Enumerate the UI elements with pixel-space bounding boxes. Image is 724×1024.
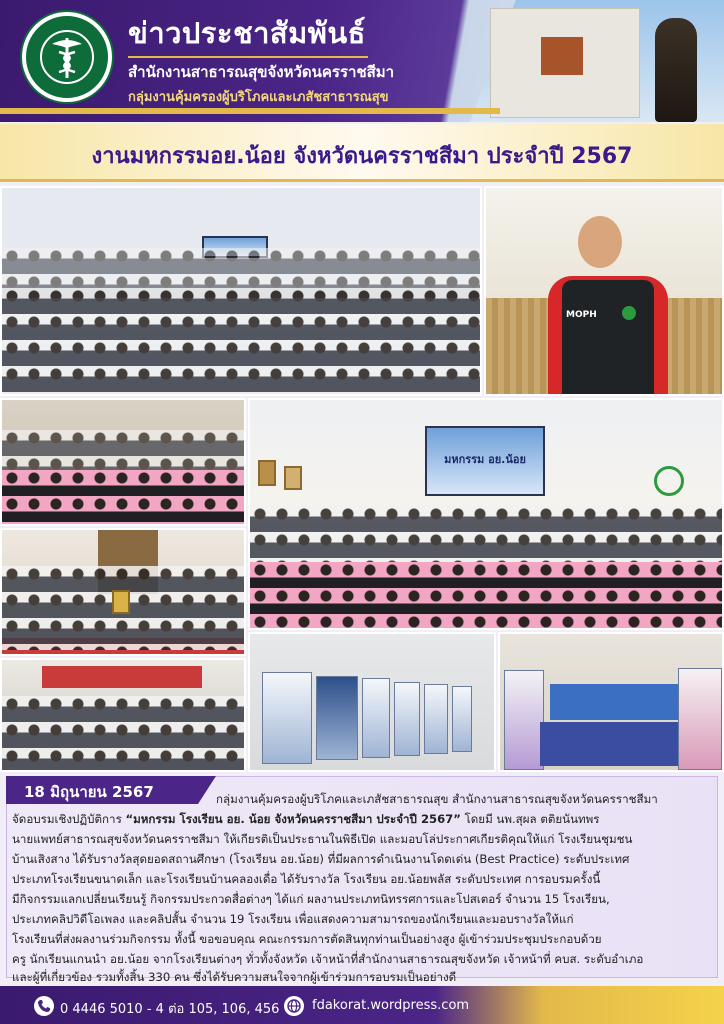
title-banner (0, 124, 724, 182)
footer-phone: 0 4446 5010 - 4 ต่อ 105, 106, 456 (60, 1002, 280, 1017)
photo-plaque-presentation (0, 528, 246, 656)
photo-audience-hall (0, 658, 246, 772)
header-subtitle: สำนักงานสาธารณสุขจังหวัดนครราชสีมา (128, 63, 395, 81)
caduceus-seal-icon (22, 12, 112, 102)
article-line: นายแพทย์สาธารณสุขจังหวัดนครราชสีมา ให้เกียรติเป็นประธานในพิธีเปิด และมอบโล่ประกาศเกียรติคุณให้แก่ โรงเรียนชุมชน (12, 832, 633, 846)
students-front-row (250, 562, 722, 630)
banner-title: งานมหกรรมอย.น้อย จังหวัดนครราชสีมา ประจำปี 2567 (91, 144, 633, 169)
vest-label: MOPH (566, 310, 597, 320)
article-line: โรงเรียนที่ส่งผลงานร่วมกิจกรรม ทั้งนี้ ขอขอบคุณ คณะกรรมการตัดสินทุกท่านเป็นอย่างสูง ผู้เข้าร่วมประชุมประกอบด้วย (12, 932, 602, 946)
header-department: กลุ่มงานคุ้มครองผู้บริโภคและเภสัชสาธารณสุข (128, 90, 389, 105)
article-line: กลุ่มงานคุ้มครองผู้บริโภคและเภสัชสาธารณสุข สำนักงานสาธารณสุขจังหวัดนครราชสีมา (216, 792, 658, 806)
participant-crowd (2, 288, 480, 396)
photo-hall-group (248, 398, 724, 630)
photo-presiding-official (484, 186, 724, 396)
official-black-vest (562, 280, 654, 396)
article-line: ครู นักเรียนแกนนำ อย.น้อย จากโรงเรียนต่างๆ ทั่วทั้งจังหวัด เจ้าหน้าที่สำนักงานสาธารณสุขจังหวัด เจ้าหน้าที่ คบส. ระดับอำเภอ (12, 952, 644, 966)
photo-award-group (0, 398, 246, 526)
official-face (578, 216, 622, 268)
exhibit-board (316, 676, 358, 760)
phone-icon (34, 996, 54, 1016)
exhibit-board (452, 686, 472, 752)
booth-banner (504, 670, 544, 770)
hall-projection-screen (425, 426, 545, 496)
header-divider (128, 56, 368, 58)
exhibit-board (362, 678, 390, 758)
exhibit-board (262, 672, 312, 764)
photo-group-participants (0, 186, 482, 396)
article-line: ประเภทคลิปวิดีโอเพลง และคลิปสั้น จำนวน 19 โรงเรียน เพื่อแสดงความสามารถของนักเรียนและมอบรางวัลให้แก่ (12, 912, 574, 926)
screen-text: มหกรรม อย.น้อย (444, 453, 526, 466)
header-building-photo (470, 0, 724, 122)
article-date: 18 มิถุนายน 2567 (6, 776, 198, 804)
footer-website[interactable]: fdakorat.wordpress.com (312, 998, 470, 1013)
students-pink-shirts (2, 470, 244, 526)
article-line: ประเภทโรงเรียนขนาดเล็ก และโรงเรียนบ้านคลองเดื่อ ได้รับรางวัล โรงเรียน อย.น้อยพลัส ระดับประเทศ การอบรมครั้งนี้ (12, 872, 601, 886)
booth-table (540, 722, 690, 766)
article-line: และผู้ที่เกี่ยวข้อง รวมทั้งสิ้น 330 คน ซึ่งได้รับความสนใจจากผู้เข้าร่วมการอบรมเป็นอย่างดี (12, 970, 457, 984)
booth-sign (550, 684, 680, 720)
globe-icon (284, 996, 304, 1016)
article-line: มีกิจกรรมแลกเปลี่ยนเรียนรู้ กิจกรรมประกวดสื่อต่างๆ ได้แก่ ผลงานประเภทนิทรรศการและโปสเตอร์ จำนวน 15 โรงเรียน, (12, 892, 610, 906)
statue-figure (655, 18, 697, 122)
header-gold-stripe (0, 108, 500, 114)
booth-banner (678, 668, 722, 770)
photo-exhibition-booth (498, 632, 724, 772)
header-title: ข่าวประชาสัมพันธ์ (128, 16, 366, 50)
exhibit-board (424, 684, 448, 754)
header (0, 0, 724, 122)
photo-exhibition-boards (248, 632, 496, 772)
audience-crowd (2, 696, 244, 772)
article-line: บ้านเสิงสาง ได้รับรางวัลสุดยอดสถานศึกษา (โรงเรียน อย.น้อย) ที่มีผลการดำเนินงานโดดเด่น (Best Practice) ระดับประเทศ (12, 852, 630, 866)
article-line-intro: จัดอบรมเชิงปฏิบัติการ “มหกรรม โรงเรียน อย. น้อย จังหวัดนครราชสีมา ประจำปี 2567” โดยมี นพ.สุผล ตติยนันทพร (12, 812, 600, 826)
exhibit-board (394, 682, 420, 756)
